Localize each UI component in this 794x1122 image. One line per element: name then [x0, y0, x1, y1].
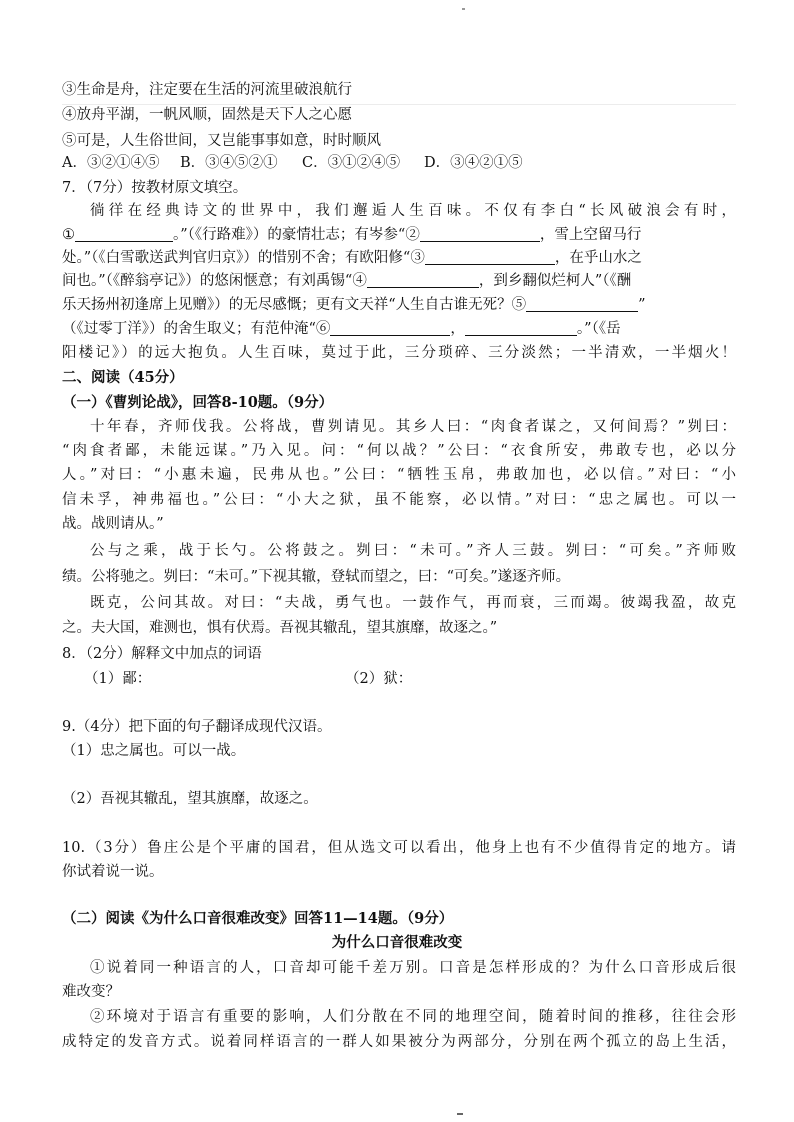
- blank-5[interactable]: [526, 295, 638, 312]
- scan-mark: [462, 8, 465, 10]
- answer-choices: [62, 152, 523, 174]
- option-4: ④放舟平湖，一帆风顺，固然是天下人之心愿: [62, 107, 352, 123]
- article-para-1-line: 难改变？: [62, 984, 120, 1000]
- q7-line-6: （《过零丁洋》）的舍生取义；有范仲淹“⑥ ， 。”（《岳: [62, 321, 621, 337]
- option-5: ⑤可是，人生俗世间，又岂能事事如意，时时顺风: [62, 133, 381, 149]
- passage-p2-line: 公与之乘，战于长勺。公将鼓之。刿曰：“未可。”齐人三鼓。刿曰：“可矣。”齐师败: [90, 543, 736, 559]
- q9-item-1: （1）忠之属也。可以一战。: [62, 743, 246, 759]
- part-2-heading: （二）阅读《为什么口音很难改变》回答11—14题。（9分）: [62, 910, 454, 927]
- passage-p2-line: 绩。公将驰之。刿曰：“未可。”下视其辙，登轼而望之，曰：“可矣。”遂逐齐师。: [62, 569, 571, 585]
- scan-mark: [457, 1113, 463, 1115]
- q7-line-7: 阳楼记》）的远大抱负。人生百味，莫过于此，三分琐碎、三分淡然；一半清欢，一半烟火！: [62, 345, 736, 361]
- blank-6a[interactable]: [330, 319, 450, 336]
- blank-4[interactable]: [367, 271, 479, 288]
- q9-title: 9.（4分）把下面的句子翻译成现代汉语。: [62, 719, 332, 735]
- choice-b: B．③④⑤②①: [180, 155, 278, 171]
- choice-a: A．③②①④⑤: [62, 155, 160, 171]
- passage-p3-line: 之。夫大国，难测也，惧有伏焉。吾视其辙乱，望其旗靡，故逐之。”: [62, 620, 498, 636]
- article-para-1-line: ①说着同一种语言的人，口音却可能千差万别。口音是怎样形成的？为什么口音形成后很: [90, 960, 736, 976]
- q7-line-3: 处。”（《白雪歌送武判官归京》）的惜别不舍；有欧阳修“③ ，在乎山水之: [62, 250, 642, 266]
- blank-6b[interactable]: [465, 319, 577, 336]
- q9-item-2: （2）吾视其辙乱，望其旗靡，故逐之。: [62, 791, 318, 807]
- passage-p1-line: 信未孚，神弗福也。”公曰：“小大之狱，虽不能察，必以情。”对曰：“忠之属也。可以一: [62, 492, 736, 508]
- q7-line-1: 徜徉在经典诗文的世界中，我们邂逅人生百味。不仅有李白“长风破浪会有时，: [90, 203, 736, 219]
- choice-c: C．③①②④⑤: [302, 155, 401, 171]
- q10-line-2: 你试着说一说。: [62, 864, 164, 880]
- q7-line-2: ① 。”（《行路难》）的豪情壮志；有岑参“② ，雪上空留马行: [62, 227, 642, 243]
- blank-2[interactable]: [420, 225, 540, 242]
- q7-line-4: 间也。”（《醉翁亭记》）的悠闲惬意；有刘禹锡“④ ，到乡翻似烂柯人”（《酬: [62, 273, 632, 289]
- q8-item-2: （2）狱：: [345, 671, 413, 687]
- passage-p1-line: “肉食者鄙，未能远谋。”乃入见。问：“何以战？”公曰：“衣食所安，弗敢专也，必以分: [62, 443, 736, 459]
- blank-1[interactable]: [75, 225, 173, 242]
- passage-p3-line: 既克，公问其故。对曰：“夫战，勇气也。一鼓作气，再而衰，三而竭。彼竭我盈，故克: [90, 595, 736, 611]
- passage-p1-line: 十年春，齐师伐我。公将战，曹刿请见。其乡人曰：“肉食者谋之，又何间焉？”刿曰：: [90, 419, 736, 435]
- q7-line-5: 乐天扬州初逢席上见赠》）的无尽感慨；更有文天祥“人生自古谁无死？⑤ ”: [62, 297, 646, 313]
- passage-p1-line: 人。”对曰：“小惠未遍，民弗从也。”公曰：“牺牲玉帛，弗敢加也，必以信。”对曰：“小: [62, 467, 736, 483]
- section-2-heading: 二、阅读（45分）: [62, 369, 184, 386]
- blank-3[interactable]: [425, 248, 555, 265]
- choice-d: D．③④②①⑤: [424, 155, 523, 171]
- q10-line-1: 10.（3分）鲁庄公是个平庸的国君，但从选文可以看出，他身上也有不少值得肯定的地方。请: [62, 840, 736, 856]
- article-para-2-line: ②环境对于语言有重要的影响，人们分散在不同的地理空间，随着时间的推移，往往会形: [90, 1009, 736, 1025]
- option-3: ③生命是舟，注定要在生活的河流里破浪航行: [62, 82, 352, 98]
- q8-item-1: （1）鄙：: [84, 671, 152, 687]
- article-title: 为什么口音很难改变: [331, 934, 463, 951]
- q8-title: 8．（2分）解释文中加点的词语: [62, 646, 262, 662]
- article-para-2-line: 成特定的发音方式。说着同样语言的一群人如果被分为两部分，分别在两个孤立的岛上生活，: [62, 1034, 736, 1050]
- passage-p1-line: 战。战则请从。”: [62, 516, 164, 532]
- q7-title: 7．（7分）按教材原文填空。: [62, 180, 248, 196]
- part-1-heading: （一）《曹刿论战》，回答8-10题。（9分）: [62, 394, 334, 411]
